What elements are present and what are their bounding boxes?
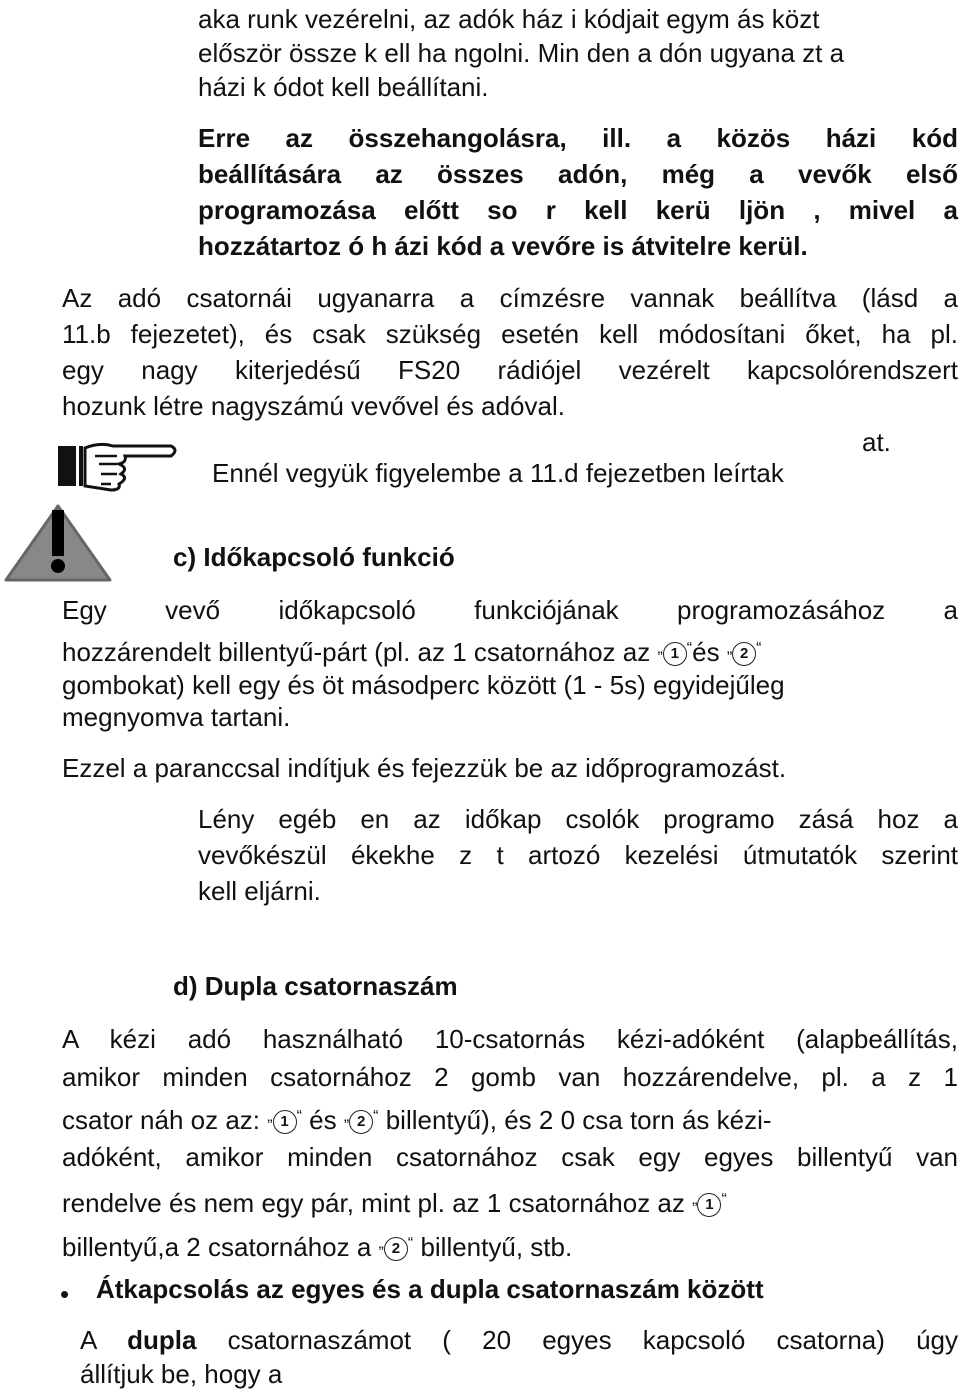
note-text: Ennél vegyük figyelembe a 11.d fejezetben leírtak bbox=[212, 458, 784, 488]
text-line: aka runk vezérelni, az adók ház i kódjait egym ás közt bbox=[198, 4, 820, 34]
text-line: Lény egéb en az időkap csolók programo zásá hoz a bbox=[198, 804, 958, 834]
text-line: 11.b fejezetet), és csak szükség esetén kell módosítani őket, ha pl. bbox=[62, 319, 958, 349]
warning-icon bbox=[2, 500, 114, 584]
text-line: amikor minden csatornához 2 gomb van hozzárendelve, pl. a z 1 bbox=[62, 1062, 958, 1092]
text-line: gombokat) kell egy és öt másodperc között (1 - 5s) egyidejűleg bbox=[62, 670, 785, 700]
text-line: billentyű,a 2 csatornához a „ 2 “ billentyű, stb. bbox=[62, 1232, 573, 1262]
text-line: Egy vevő időkapcsoló funkciójának programozásához a bbox=[62, 595, 958, 625]
text-line: hozzátartoz ó h ázi kód a vevőre is átvitelre kerül. bbox=[198, 231, 808, 261]
pointing-hand-icon bbox=[55, 432, 180, 500]
text-line: beállítására az összes adón, még a vevők első bbox=[198, 159, 958, 189]
section-heading: c) Időkapcsoló funkció bbox=[173, 542, 455, 572]
text-line: kell eljárni. bbox=[198, 876, 321, 906]
text-line: programozása előtt so r kell kerü ljön , mivel a bbox=[198, 195, 958, 225]
text-line: házi k ódot kell beállítani. bbox=[198, 72, 489, 102]
text-line: hozunk létre nagyszámú vevővel és adóval. bbox=[62, 391, 565, 421]
text-line: vevőkészül ékekhe z t artozó kezelési útmutatók szerint bbox=[198, 840, 958, 870]
key-2-icon: 2 bbox=[732, 642, 756, 666]
text-line: csator náh oz az: „ 1 “ és „ 2 “ billentyű), és 2 0 csa torn ás kézi- bbox=[62, 1105, 772, 1135]
bullet-dot: • bbox=[60, 1279, 70, 1309]
text-line: egy nagy kiterjedésű FS20 rádiójel vezérelt kapcsolórendszert bbox=[62, 355, 958, 385]
text-line: A kézi adó használható 10-csatornás kézi-adóként (alapbeállítás, bbox=[62, 1024, 958, 1054]
key-1-icon: 1 bbox=[273, 1110, 297, 1134]
text-line: hozzárendelt billentyű-párt (pl. az 1 csatornához az „ 1 “és „ 2 “ bbox=[62, 637, 762, 667]
key-1-icon: 1 bbox=[663, 642, 687, 666]
bullet-heading: Átkapcsolás az egyes és a dupla csatornaszám között bbox=[96, 1274, 764, 1304]
text-line: Erre az összehangolásra, ill. a közös házi kód bbox=[198, 123, 958, 153]
key-2-icon: 2 bbox=[349, 1110, 373, 1134]
text-line: Az adó csatornái ugyanarra a címzésre vannak beállítva (lásd a bbox=[62, 283, 958, 313]
key-2-icon: 2 bbox=[384, 1237, 408, 1261]
text-line: A dupla csatornaszámot ( 20 egyes kapcsoló csatorna) úgy bbox=[80, 1325, 958, 1355]
text-line: adóként, amikor minden csatornához csak egy egyes billentyű van bbox=[62, 1142, 958, 1172]
text-line: állítjuk be, hogy a bbox=[80, 1359, 283, 1389]
text-line: megnyomva tartani. bbox=[62, 702, 291, 732]
key-1-icon: 1 bbox=[697, 1193, 721, 1217]
text-line: először össze k ell ha ngolni. Min den a dón ugyana zt a bbox=[198, 38, 845, 68]
note-fragment: at. bbox=[862, 427, 891, 457]
text-line: rendelve és nem egy pár, mint pl. az 1 csatornához az „ 1 “ bbox=[62, 1188, 727, 1218]
section-heading: d) Dupla csatornaszám bbox=[173, 971, 458, 1001]
text-line: Ezzel a paranccsal indítjuk és fejezzük be az időprogramozást. bbox=[62, 753, 787, 783]
